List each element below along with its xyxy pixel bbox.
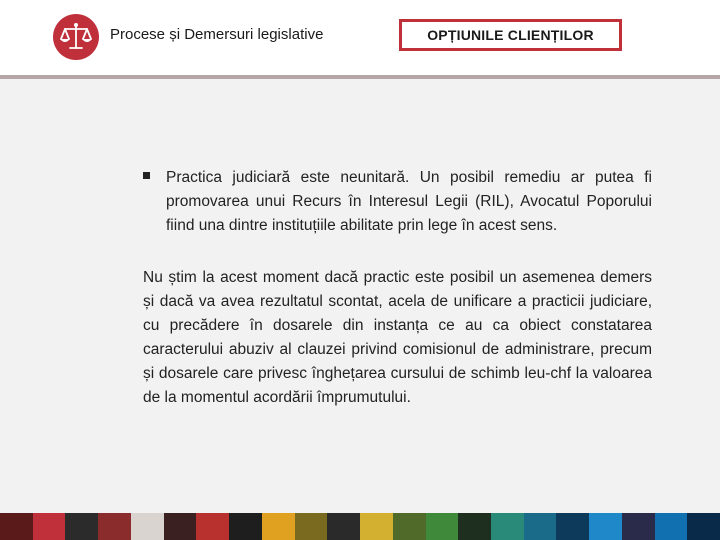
footer-photo-tile bbox=[458, 513, 491, 540]
slide-content bbox=[143, 166, 652, 410]
footer-photo-tile bbox=[164, 513, 197, 540]
bullet-text: Practica judiciară este neunitară. Un posibil remediu ar putea fi promovarea unui Recurs în Interesul Legii (RIL), Avocatul Poporului fiind una dintre instituțiile abilitate prin lege în acest sens. bbox=[166, 169, 652, 234]
footer-photo-strip bbox=[0, 513, 720, 540]
footer-photo-tile bbox=[229, 513, 262, 540]
footer-photo-tile bbox=[655, 513, 688, 540]
footer-photo-tile bbox=[33, 513, 66, 540]
footer-photo-tile bbox=[426, 513, 459, 540]
footer-photo-tile bbox=[196, 513, 229, 540]
body-paragraph: Nu știm la acest moment dacă practic este posibil un asemenea demers și dacă va avea rezultatul scontat, acela de unificare a practicii judiciare, cu precădere în dosarele din instanța ce au ca obiect constatarea caracterului abuziv al clauzei privind comisionul de administrare, precum și dosarele care privesc înghețarea cursului de schimb leu-chf la valoarea de la momentul acordării împrumutului. bbox=[143, 269, 652, 406]
header-divider bbox=[0, 75, 720, 79]
bullet-point bbox=[143, 166, 652, 238]
header-bar bbox=[0, 0, 720, 75]
footer-photo-tile bbox=[687, 513, 720, 540]
footer-photo-tile bbox=[491, 513, 524, 540]
scales-of-justice-icon bbox=[53, 14, 99, 60]
square-bullet-icon bbox=[143, 172, 150, 179]
footer-photo-tile bbox=[556, 513, 589, 540]
footer-photo-tile bbox=[295, 513, 328, 540]
footer-photo-tile bbox=[393, 513, 426, 540]
footer-photo-tile bbox=[589, 513, 622, 540]
footer-photo-tile bbox=[327, 513, 360, 540]
page-title: Procese și Demersuri legislative bbox=[110, 26, 324, 43]
footer-photo-tile bbox=[131, 513, 164, 540]
footer-photo-tile bbox=[622, 513, 655, 540]
client-options-button[interactable]: OPȚIUNILE CLIENȚILOR bbox=[399, 19, 622, 51]
footer-photo-tile bbox=[262, 513, 295, 540]
footer-photo-tile bbox=[65, 513, 98, 540]
footer-photo-tile bbox=[524, 513, 557, 540]
footer-photo-tile bbox=[360, 513, 393, 540]
footer-photo-tile bbox=[0, 513, 33, 540]
footer-photo-tile bbox=[98, 513, 131, 540]
